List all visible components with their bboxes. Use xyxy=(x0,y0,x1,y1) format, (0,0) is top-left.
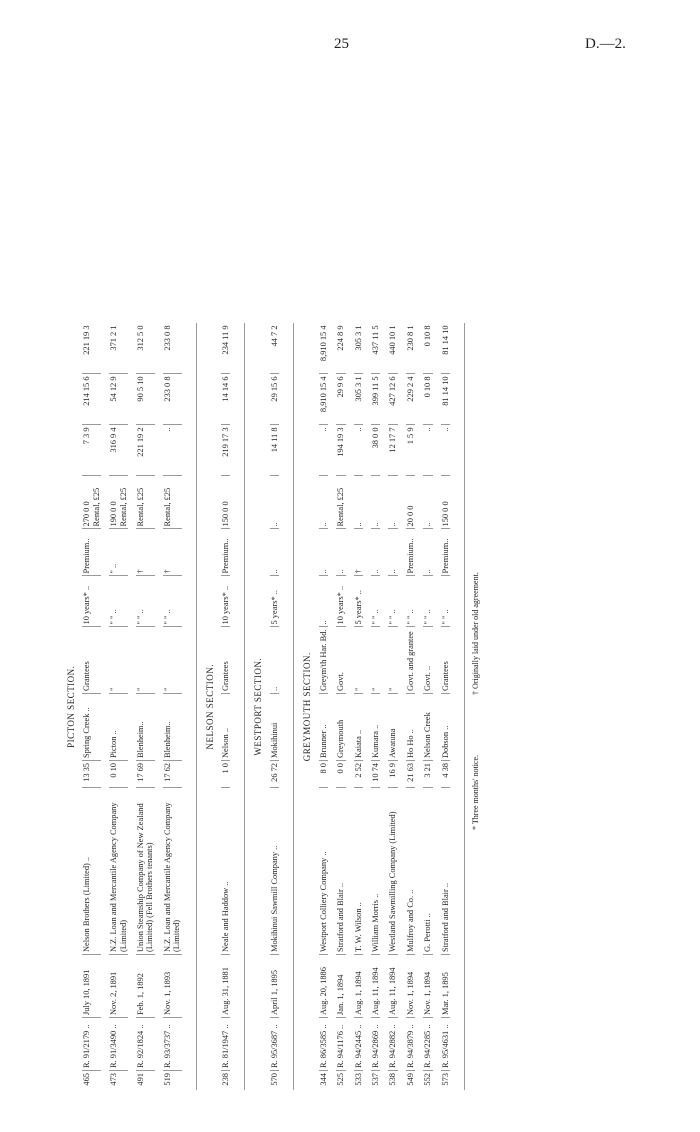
authority-cell: Greym'th Har. Bd. xyxy=(319,627,328,694)
rotated-table-region xyxy=(58,50,598,1090)
lease-date-cell: Aug. 1, 1894 xyxy=(354,955,363,1018)
amount-total-cell: 81 14 10 xyxy=(440,325,450,355)
lessee-name-cell: Mulfroy and Co. .. xyxy=(406,788,415,955)
lessee-name-cell: T. W. Wilson .. xyxy=(354,788,363,955)
lease-number-cell: 570 xyxy=(270,1071,279,1091)
amount-a-cell: 14 11 8 xyxy=(270,425,279,476)
lessee-name-cell: Stratford and Blair .. xyxy=(441,788,450,955)
amount-b-cell: 54 12 9 xyxy=(109,374,128,425)
area-cell: 21 63 xyxy=(406,761,415,788)
lessee-name-cell: N.Z. Loan and Mercantile Agency Company (Limited) xyxy=(109,788,128,955)
amount-a-cell: .. xyxy=(423,425,432,476)
authority-cell: Govt. and grantee xyxy=(406,627,415,694)
term-cell: " " .. xyxy=(388,576,397,627)
authority-cell: " xyxy=(136,627,155,694)
file-number-cell: R. 93/3737 .. xyxy=(163,1018,182,1071)
area-cell: 0 10 xyxy=(109,761,128,788)
table-row xyxy=(336,323,345,1090)
section-title: PICTON SECTION. xyxy=(66,665,76,748)
authority-cell: " xyxy=(354,627,363,694)
amount-total-cell: 234 11 9 xyxy=(221,325,231,355)
lease-number-cell: 549 xyxy=(406,1071,415,1091)
rental-cell: .. xyxy=(371,476,380,529)
lease-number-cell: 525 xyxy=(336,1071,345,1091)
table-row xyxy=(423,323,432,1090)
lease-number-cell: 537 xyxy=(371,1071,380,1091)
area-cell: 16 9 xyxy=(388,761,397,788)
amount-a-cell: 316 9 4 xyxy=(109,425,128,476)
term-cell: " " .. xyxy=(136,576,155,627)
file-number-cell: R. 94/1176 .. xyxy=(336,1018,345,1071)
rental-cell: Rental, £25 xyxy=(136,476,155,529)
locality-cell: Picton .. xyxy=(109,694,128,761)
file-number-cell: R. 94/2882 .. xyxy=(388,1018,397,1071)
lease-date-cell: Aug. 11, 1894 xyxy=(388,955,397,1018)
authority-cell: Grantees xyxy=(441,627,450,694)
consideration-cell: .. xyxy=(319,529,328,576)
consideration-cell: Premium.. xyxy=(406,529,415,576)
lease-number-cell: 344 xyxy=(319,1071,328,1091)
amount-a-cell: .. xyxy=(319,425,328,476)
locality-cell: Dobson .. xyxy=(441,694,450,761)
authority-cell: Govt. .. xyxy=(423,627,432,694)
amount-b-cell: 233 0 8 xyxy=(163,374,182,425)
lessee-name-cell: Mokihinui Sawmill Company .. xyxy=(270,788,279,955)
table-row xyxy=(354,323,363,1090)
amount-a-cell: 7 3 9 xyxy=(82,425,101,476)
amount-total-cell: 437 11 5 xyxy=(370,325,380,355)
file-number-cell: R. 94/2445 .. xyxy=(354,1018,363,1071)
locality-cell: Brunner .. xyxy=(319,694,328,761)
file-number-cell: R. 95/4631 .. xyxy=(441,1018,450,1071)
amount-b-cell: 29 15 6 xyxy=(270,374,279,425)
consideration-cell: † xyxy=(136,529,155,576)
locality-cell: Kumara .. xyxy=(371,694,380,761)
table-row xyxy=(136,323,155,1090)
amount-a-cell: 38 0 0 xyxy=(371,425,380,476)
file-number-cell: R. 91/3490 .. xyxy=(109,1018,128,1071)
amount-b-cell: 8,910 15 4 xyxy=(319,374,328,425)
table-row xyxy=(163,323,182,1090)
file-number-cell: R. 95/3687 .. xyxy=(270,1018,279,1071)
section-heading-row xyxy=(245,323,270,1090)
amount-b-cell: 229 2 4 xyxy=(406,374,415,425)
amount-a-cell: 1 5 9 xyxy=(406,425,415,476)
table-row xyxy=(319,323,328,1090)
section-heading-row xyxy=(294,323,319,1090)
file-number-cell: R. 94/2869 .. xyxy=(371,1018,380,1071)
section-title: GREYMOUTH SECTION. xyxy=(302,652,313,762)
table-row xyxy=(82,323,101,1090)
term-cell: 5 years* .. xyxy=(270,576,279,627)
amount-b-cell: 90 5 10 xyxy=(136,374,155,425)
lease-number-cell: 533 xyxy=(354,1071,363,1091)
amount-total-cell: 312 5 0 xyxy=(136,325,146,351)
lease-number-cell: 238 xyxy=(221,1071,230,1091)
rental-cell: .. xyxy=(388,476,397,529)
lessee-name-cell: G. Perotti .. xyxy=(423,788,432,955)
area-cell: 10 74 xyxy=(371,761,380,788)
lease-table xyxy=(58,323,465,1090)
amount-b-cell: 427 12 6 xyxy=(388,374,397,425)
area-cell: 1 0 xyxy=(221,761,230,788)
authority-cell: " xyxy=(163,627,182,694)
locality-cell: Greymouth xyxy=(336,694,345,761)
amount-b-cell: 14 14 6 xyxy=(221,374,230,425)
amount-total-cell: 221 19 3 xyxy=(82,325,92,355)
amount-a-cell: 221 19 2 xyxy=(136,425,155,476)
lease-date-cell: Nov. 1, 1893 xyxy=(163,955,182,1018)
term-cell: " " .. xyxy=(371,576,380,627)
amount-a-cell: .. xyxy=(163,425,182,476)
authority-cell: " xyxy=(371,627,380,694)
rental-cell: 150 0 0 xyxy=(441,476,450,529)
amount-total-cell: 233 0 8 xyxy=(162,325,172,351)
term-cell: " " .. xyxy=(109,576,128,627)
lease-date-cell: Jan. 1, 1894 xyxy=(336,955,345,1018)
rental-cell: .. xyxy=(270,476,279,529)
lessee-name-cell: N.Z. Loan and Mercantile Agency Company (Limited) xyxy=(163,788,182,955)
lease-date-cell: Aug. 31, 1881 xyxy=(221,955,230,1018)
table-row xyxy=(406,323,415,1090)
term-cell: 10 years* .. xyxy=(82,576,101,627)
consideration-cell: † xyxy=(354,529,363,576)
term-cell: " " .. xyxy=(441,576,450,627)
footnote-dagger: † Originally laid under old agreement. xyxy=(470,572,480,695)
amount-total-cell: 305 3 1 xyxy=(353,325,363,351)
authority-cell: .. xyxy=(270,627,279,694)
table-row xyxy=(109,323,128,1090)
term-cell: 10 years* .. xyxy=(221,576,230,627)
amount-a-cell: 12 17 7 xyxy=(388,425,397,476)
lease-date-cell: Nov. 1, 1894 xyxy=(406,955,415,1018)
consideration-cell: .. xyxy=(270,529,279,576)
lessee-name-cell: Stratford and Blair .. xyxy=(336,788,345,955)
lease-date-cell: July 10, 1891 xyxy=(82,955,101,1018)
consideration-cell: .. xyxy=(336,529,345,576)
table-row xyxy=(371,323,380,1090)
amount-a-cell: .. xyxy=(441,425,450,476)
file-number-cell: R. 81/1947 .. xyxy=(221,1018,230,1071)
section-heading-row xyxy=(196,323,221,1090)
rental-cell: .. xyxy=(319,476,328,529)
locality-cell: Mokihinui xyxy=(270,694,279,761)
amount-total-cell: 371 2 1 xyxy=(109,325,119,351)
term-cell: 10 years* .. xyxy=(336,576,345,627)
table-row xyxy=(441,323,450,1090)
area-cell: 17 69 xyxy=(136,761,155,788)
lessee-name-cell: Westport Colliery Company .. xyxy=(319,788,328,955)
amount-total-cell: 230 8 1 xyxy=(405,325,415,351)
locality-cell: Ho Ho .. xyxy=(406,694,415,761)
locality-cell: Awatuna xyxy=(388,694,397,761)
footnotes xyxy=(471,50,480,1090)
amount-total-cell: 44 7 2 xyxy=(269,325,279,347)
amount-b-cell: 81 14 10 xyxy=(441,374,450,425)
lease-number-cell: 573 xyxy=(441,1071,450,1091)
authority-cell: " xyxy=(388,627,397,694)
consideration-cell: Premium.. xyxy=(221,529,230,576)
lease-date-cell: Aug. 20, 1886 xyxy=(319,955,328,1018)
term-cell: .. xyxy=(319,576,328,627)
amount-a-cell: 194 19 3 xyxy=(336,425,345,476)
amount-total-cell: 224 8 9 xyxy=(336,325,346,351)
table-row xyxy=(388,323,397,1090)
term-cell: " " .. xyxy=(406,576,415,627)
amount-b-cell: 0 10 8 xyxy=(423,374,432,425)
area-cell: 4 38 xyxy=(441,761,450,788)
page-number: 25 xyxy=(334,36,349,52)
file-number-cell: R. 94/3879 .. xyxy=(406,1018,415,1071)
amount-b-cell: 399 11 5 xyxy=(371,374,380,425)
lease-date-cell: Nov. 2, 1891 xyxy=(109,955,128,1018)
amount-total-cell: 8,910 15 4 xyxy=(318,325,328,362)
rental-cell: 150 0 0 xyxy=(221,476,230,529)
term-cell: " " .. xyxy=(423,576,432,627)
rental-cell: 20 0 0 xyxy=(406,476,415,529)
lessee-name-cell: Westland Sawmilling Company (Limited) xyxy=(388,788,397,955)
consideration-cell: Premium.. xyxy=(82,529,101,576)
section-title: NELSON SECTION. xyxy=(204,663,215,750)
lease-number-cell: 538 xyxy=(388,1071,397,1091)
lease-date-cell: April 1, 1895 xyxy=(270,955,279,1018)
authority-cell: Govt. xyxy=(336,627,345,694)
authority-cell: Grantees xyxy=(82,627,101,694)
area-cell: 8 0 xyxy=(319,761,328,788)
lessee-name-cell: Neale and Haddow .. xyxy=(221,788,230,955)
amount-a-cell: 219 17 3 xyxy=(221,425,230,476)
consideration-cell: † xyxy=(163,529,182,576)
area-cell: 3 21 xyxy=(423,761,432,788)
document-reference: D.—2. xyxy=(585,36,626,52)
area-cell: 26 72 xyxy=(270,761,279,788)
area-cell: 0 0 xyxy=(336,761,345,788)
table-row xyxy=(270,323,279,1090)
term-cell: 5 years* .. xyxy=(354,576,363,627)
consideration-cell: Premium.. xyxy=(441,529,450,576)
rental-cell: .. xyxy=(354,476,363,529)
lessee-name-cell: William Morris .. xyxy=(371,788,380,955)
rental-cell: .. xyxy=(423,476,432,529)
authority-cell: Grantees xyxy=(221,627,230,694)
amount-total-cell: 0 10 8 xyxy=(423,325,433,347)
locality-cell: Nelson .. xyxy=(221,694,230,761)
authority-cell: " xyxy=(109,627,128,694)
area-cell: 13 35 xyxy=(82,761,101,788)
amount-b-cell: 29 9 6 xyxy=(336,374,345,425)
lease-number-cell: 491 xyxy=(136,1071,155,1091)
locality-cell: Blenheim.. xyxy=(163,694,182,761)
term-cell: " " .. xyxy=(163,576,182,627)
rental-cell: Rental, £25 xyxy=(336,476,345,529)
amount-b-cell: 214 15 6 xyxy=(82,374,101,425)
lease-date-cell: Aug. 11, 1894 xyxy=(371,955,380,1018)
locality-cell: Spring Creek .. xyxy=(82,694,101,761)
locality-cell: Nelson Creek xyxy=(423,694,432,761)
amount-b-cell: 305 3 1 xyxy=(354,374,363,425)
lease-number-cell: 519 xyxy=(163,1071,182,1091)
file-number-cell: R. 91/2179 .. xyxy=(82,1018,101,1071)
file-number-cell: R. 92/1824 .. xyxy=(136,1018,155,1071)
section-title: WESTPORT SECTION. xyxy=(253,657,264,756)
lease-date-cell: Mar. 1, 1895 xyxy=(441,955,450,1018)
lease-number-cell: 552 xyxy=(423,1071,432,1091)
amount-total-cell: 440 10 1 xyxy=(388,325,398,355)
rental-cell: 270 0 0 Rental, £25 xyxy=(82,476,101,529)
consideration-cell: .. xyxy=(371,529,380,576)
lease-number-cell: 465 xyxy=(82,1071,101,1091)
section-heading-row xyxy=(58,323,82,1090)
lease-date-cell: Feb. 1, 1892 xyxy=(136,955,155,1018)
area-cell: 17 62 xyxy=(163,761,182,788)
consideration-cell: .. xyxy=(423,529,432,576)
footnote-star: * Three months' notice. xyxy=(470,754,480,830)
lease-number-cell: 473 xyxy=(109,1071,128,1091)
lessee-name-cell: Nelson Brothers (Limited) .. xyxy=(82,788,101,955)
area-cell: 2 52 xyxy=(354,761,363,788)
locality-cell: Kaiata .. xyxy=(354,694,363,761)
table-row xyxy=(221,323,230,1090)
locality-cell: Blenheim.. xyxy=(136,694,155,761)
file-number-cell: R. 94/2285 .. xyxy=(423,1018,432,1071)
lessee-name-cell: Union Steamship Company of New Zealand (Limited) (Fell Brothers tenants) xyxy=(136,788,155,955)
rental-cell: 190 0 0 Rental, £25 xyxy=(109,476,128,529)
consideration-cell: " .. xyxy=(109,529,128,576)
rental-cell: Rental, £25 xyxy=(163,476,182,529)
lease-date-cell: Nov. 1, 1894 xyxy=(423,955,432,1018)
consideration-cell: .. xyxy=(388,529,397,576)
amount-a-cell: .. xyxy=(354,425,363,476)
file-number-cell: R. 86/3585 .. xyxy=(319,1018,328,1071)
